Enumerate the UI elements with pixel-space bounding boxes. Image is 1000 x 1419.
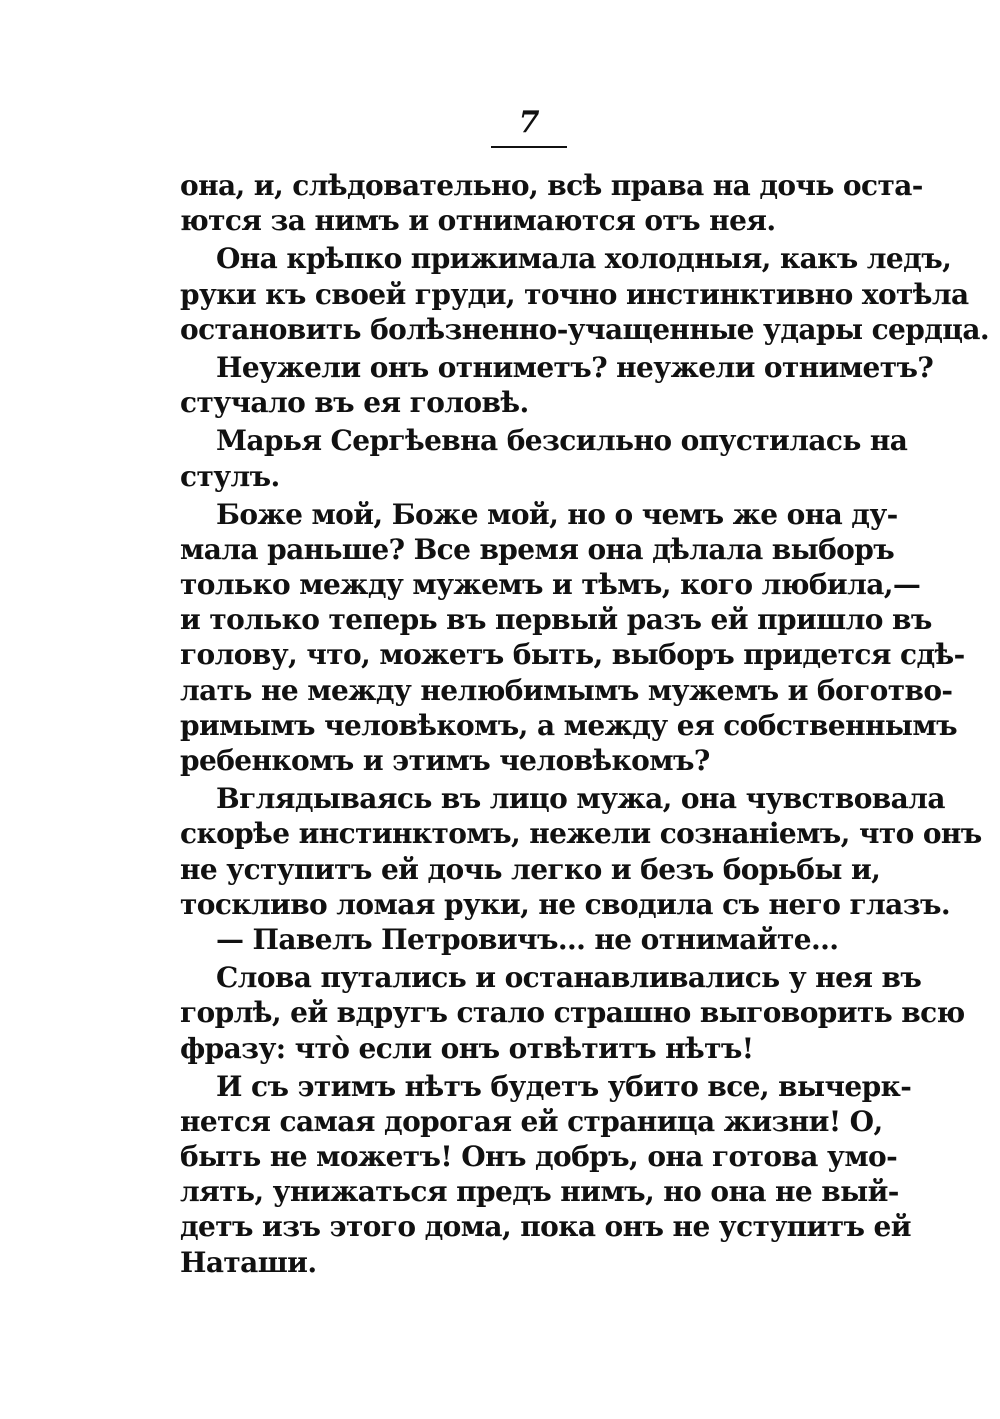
text-line: скорѣе инстинктомъ, нежели сознаніемъ, что онъ	[180, 817, 982, 851]
body-text	[180, 168, 990, 1280]
text-line: не уступитъ ей дочь легко и безъ борьбы и,	[180, 852, 881, 886]
text-line: Неужели онъ отниметъ? неужели отниметъ?	[216, 350, 934, 384]
text-line: фразу: что̀ если онъ отвѣтитъ нѣтъ!	[180, 1031, 754, 1065]
text-line: лять, унижаться предъ нимъ, но она не вый-	[180, 1175, 899, 1209]
page-number: 7	[518, 105, 540, 140]
text-line: Боже мой, Боже мой, но о чемъ же она ду-	[216, 497, 898, 531]
text-line: стулъ.	[180, 459, 280, 493]
text-line: голову, что, можетъ быть, выборъ придется сдѣ-	[180, 638, 965, 672]
text-line: руки къ своей груди, точно инстинктивно хотѣла	[180, 277, 969, 311]
text-line: Слова путались и останавливались у нея въ	[216, 961, 922, 995]
text-line: римымъ человѣкомъ, а между ея собственнымъ	[180, 708, 957, 742]
text-line: тоскливо ломая руки, не сводила съ него глазъ.	[180, 887, 950, 921]
text-line: И съ этимъ нѣтъ будетъ убито все, вычерк-	[216, 1069, 912, 1103]
text-line: только между мужемъ и тѣмъ, кого любила,—	[180, 568, 921, 602]
text-line: стучало въ ея головѣ.	[180, 386, 529, 420]
text-line: мала раньше? Все время она дѣлала выборъ	[180, 532, 895, 566]
text-line: Вглядываясь въ лицо мужа, она чувствовала	[216, 782, 945, 816]
text-line: Она крѣпко прижимала холодныя, какъ ледъ,	[216, 242, 952, 276]
text-line: лать не между нелюбимымъ мужемъ и боготво-	[180, 673, 953, 707]
text-line: нется самая дорогая ей страница жизни! О,	[180, 1104, 883, 1138]
text-line: ются за нимъ и отнимаются отъ нея.	[180, 204, 776, 238]
text-line: Марья Сергѣевна безсильно опустилась на	[216, 424, 908, 458]
text-line: детъ изъ этого дома, пока онъ не уступитъ ей	[180, 1210, 911, 1244]
text-line: быть не можетъ! Онъ добръ, она готова умо-	[180, 1140, 898, 1174]
text-line: — Павелъ Петровичъ... не отнимайте...	[216, 922, 839, 956]
text-line: ребенкомъ и этимъ человѣкомъ?	[180, 744, 710, 777]
text-line: остановить болѣзненно-учащенные удары сердца.	[180, 312, 990, 346]
page-number-rule	[491, 146, 567, 148]
text-line: Наташи.	[180, 1245, 317, 1279]
text-line: она, и, слѣдовательно, всѣ права на дочь оста-	[180, 169, 923, 202]
text-line: и только теперь въ первый разъ ей пришло въ	[180, 603, 932, 637]
text-line: горлѣ, ей вдругъ стало страшно выговорить всю	[180, 996, 965, 1030]
